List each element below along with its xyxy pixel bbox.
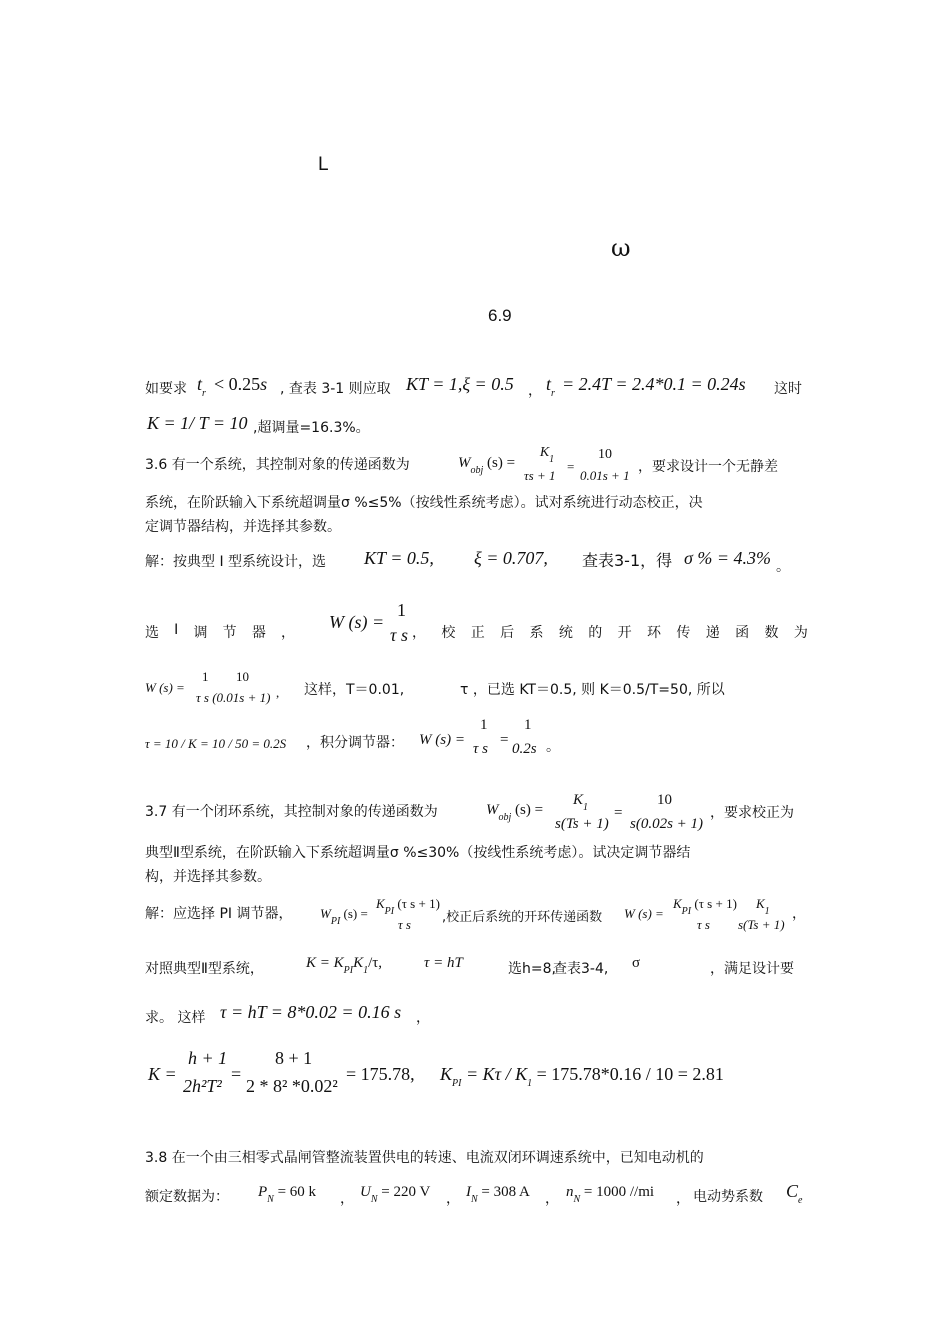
p37-k-res: = 175.78, (346, 1064, 415, 1084)
p37-req-a: 求。 这样 (145, 1010, 206, 1026)
p37-wobj: $W_{obj}$ (s) = (486, 802, 544, 823)
p36-open-comma: , (276, 685, 280, 700)
p37-k-eq: = (231, 1064, 242, 1084)
p37-frac1-den: s(Ts + 1) (555, 816, 609, 832)
p36-sol-xi: ξ = 0.707, (474, 548, 548, 568)
block1-text-d: , 查表 3-1 则应取 (280, 381, 391, 397)
p37-wpi-den: τ s (398, 917, 411, 932)
p38-pn: $P_N = 60$ k (258, 1184, 317, 1205)
block1-tr-value: = 2.4T = 2.4*0.1 = 0.24s (562, 374, 746, 394)
p36-tau-d1: τ s (473, 741, 488, 757)
p37-cmp-sigma: σ (632, 955, 641, 971)
block1-tr-symbol-2: $t_r$ (546, 374, 555, 399)
block1-kt-xi: KT = 1,ξ = 0.5 (406, 374, 514, 394)
p36-select-w: W (s) = (329, 612, 385, 632)
p36-tau-n2: 1 (524, 717, 532, 733)
p37-wopen-k1: $K_1$ (756, 896, 770, 917)
block1-k-value: K = 1/ T = 10 (147, 413, 248, 433)
p36-select-den: τ s (390, 625, 408, 645)
p37-frac2-num: 10 (657, 792, 672, 808)
page-number-label: 6.9 (488, 306, 512, 325)
p36-frac2-num: 10 (598, 447, 612, 462)
p37-cmp-tau: τ = hT (424, 955, 463, 971)
p37-wopen-den: τ s (697, 917, 710, 932)
p37-cmp-a: 对照典型Ⅱ型系统， (145, 961, 264, 977)
block1-comma: ， (528, 383, 542, 399)
p36-frac1-num: K1 (539, 445, 555, 465)
p36-select-chars: 选 I 调 节 器 ， (145, 622, 295, 641)
p37-sol-b: ,校正后系统的开环传递函数 (442, 910, 603, 925)
p37-wpi-num: $K_{PI}$ (τ s + 1) (376, 896, 440, 917)
p38-in: $I_N = 308$ A (466, 1184, 530, 1205)
p36-select-num: 1 (397, 600, 406, 620)
p37-wopen: W (s) = (624, 906, 664, 921)
p37-frac1-num: $K_1$ (573, 792, 589, 813)
p37-k-lhs: K = (148, 1064, 177, 1084)
p37-line1-a: 3.7 有一个闭环系统，其控制对象的传递函数为 (145, 804, 438, 820)
p36-open-w: W (s) = (145, 680, 185, 695)
p37-line3: 构，并选择其参数。 (145, 869, 271, 885)
p36-line3: 定调节器结构，并选择其参数。 (145, 519, 341, 535)
p36-open-n2: 10 (236, 669, 249, 684)
p37-k-n2: 8 + 1 (275, 1048, 313, 1068)
p37-cmp-g: ，满足设计要 (710, 961, 794, 977)
p36-select-tail: ， 校 正 后 系 统 的 开 环 传 递 函 数 为 (412, 625, 808, 641)
p38-sep2: ， (446, 1191, 460, 1207)
p38-line2-b: 电动势系数 (693, 1189, 763, 1205)
p36-tau-d2: 0.2s (512, 741, 537, 757)
p36-open-b: 这样，T＝0.01, (304, 682, 405, 698)
p37-kpi: $K_{PI} = K\tau / K_1 = 175.78*0.16 / 10 = 2.81$ (440, 1064, 724, 1089)
p36-frac2-den: 0.01s + 1 (580, 468, 630, 483)
block1-text-a: 如要求 (145, 381, 187, 397)
p37-wopen-den3: s(Ts + 1) (738, 917, 785, 932)
stray-glyph-omega: ω (611, 234, 631, 262)
p37-cmp-h: 选h=8, (508, 961, 556, 977)
p37-cmp-k: $K = K_{PI}K_1/\tau$, (306, 955, 383, 976)
p36-line2: 系统，在阶跃输入下系统超调量σ %≤5%（按线性系统考虑）。试对系统进行动态校正，决 (145, 495, 703, 511)
p37-cmp-table: 查表3-4, (553, 961, 609, 977)
p36-wobj: $W_{obj}$ (s) = (458, 455, 516, 476)
p36-tau-eq: = (500, 732, 509, 748)
p38-un: $U_N = 220$ V (360, 1184, 431, 1205)
p36-sol-a: 解：按典型 I 型系统设计，选 (145, 554, 327, 570)
stray-glyph-l: L (318, 154, 329, 175)
block1-overshoot: ,超调量=16.3%。 (253, 420, 370, 436)
p36-tau-line: τ = 10 / K = 10 / 50 = 0.2S (145, 736, 287, 751)
p38-sep4: ， (676, 1191, 690, 1207)
p36-tau-w: W (s) = (419, 732, 465, 748)
p36-sol-sigma: σ % = 4.3% (684, 548, 772, 568)
p38-ce: $C_e$ (786, 1181, 803, 1206)
p36-open-den: τ s (0.01s + 1) (196, 690, 271, 705)
block1-text-i: 这时 (774, 381, 802, 397)
p37-wopen-num: $K_{PI}$ (τ s + 1) (673, 896, 737, 917)
p36-sol-end: 。 (776, 559, 790, 575)
p37-sol-c: ， (792, 906, 806, 922)
p38-sep1: ， (340, 1191, 354, 1207)
p37-line2: 典型Ⅱ型系统，在阶跃输入下系统超调量σ %≤30%（按线性系统考虑）。试决定调节器结 (145, 845, 691, 861)
p37-k-n1: h + 1 (188, 1048, 228, 1068)
p38-line1: 3.8 在一个由三相零式晶闸管整流装置供电的转速、电流双闭环调速系统中，已知电动机的 (145, 1150, 704, 1166)
p37-frac2-den: s(0.02s + 1) (630, 816, 704, 832)
p37-wpi: $W_{PI}$ (s) = (320, 906, 368, 927)
p37-sol-a: 解：应选择 PI 调节器， (145, 906, 293, 922)
p37-eq: = (614, 805, 623, 821)
p37-line1-b: ，要求校正为 (710, 805, 794, 821)
p36-frac1-den: τs + 1 (524, 468, 556, 483)
p36-tau-b: ，积分调节器： (306, 735, 404, 751)
p37-req-c: ， (416, 1010, 430, 1026)
p36-sol-lookup: 查表3-1，得 (582, 551, 673, 570)
p36-tau-n1: 1 (480, 717, 488, 733)
p36-open-n1: 1 (202, 669, 209, 684)
p38-line2-a: 额定数据为： (145, 1189, 229, 1205)
p37-req-tau: τ = hT = 8*0.02 = 0.16 s (220, 1002, 402, 1022)
p36-open-c: τ ，已选 KT＝0.5, 则 K＝0.5/T=50, 所以 (460, 682, 725, 698)
p36-tau-end: 。 (546, 739, 560, 755)
p36-eq: = (567, 459, 575, 474)
p36-line1-b: ，要求设计一个无静差 (638, 459, 778, 475)
p36-line1-a: 3.6 有一个系统，其控制对象的传递函数为 (145, 457, 410, 473)
p36-sol-kt: KT = 0.5, (364, 548, 434, 568)
p37-k-d2: 2 * 8² *0.02² (246, 1076, 338, 1096)
p38-sep3: ， (545, 1191, 559, 1207)
block1-inequality: < 0.25s (214, 374, 268, 394)
p38-nn: $n_N = 1000$ //mi (566, 1184, 655, 1205)
p37-k-d1: 2h²T² (183, 1076, 222, 1096)
block1-tr-symbol: $t_r$ (197, 374, 206, 399)
